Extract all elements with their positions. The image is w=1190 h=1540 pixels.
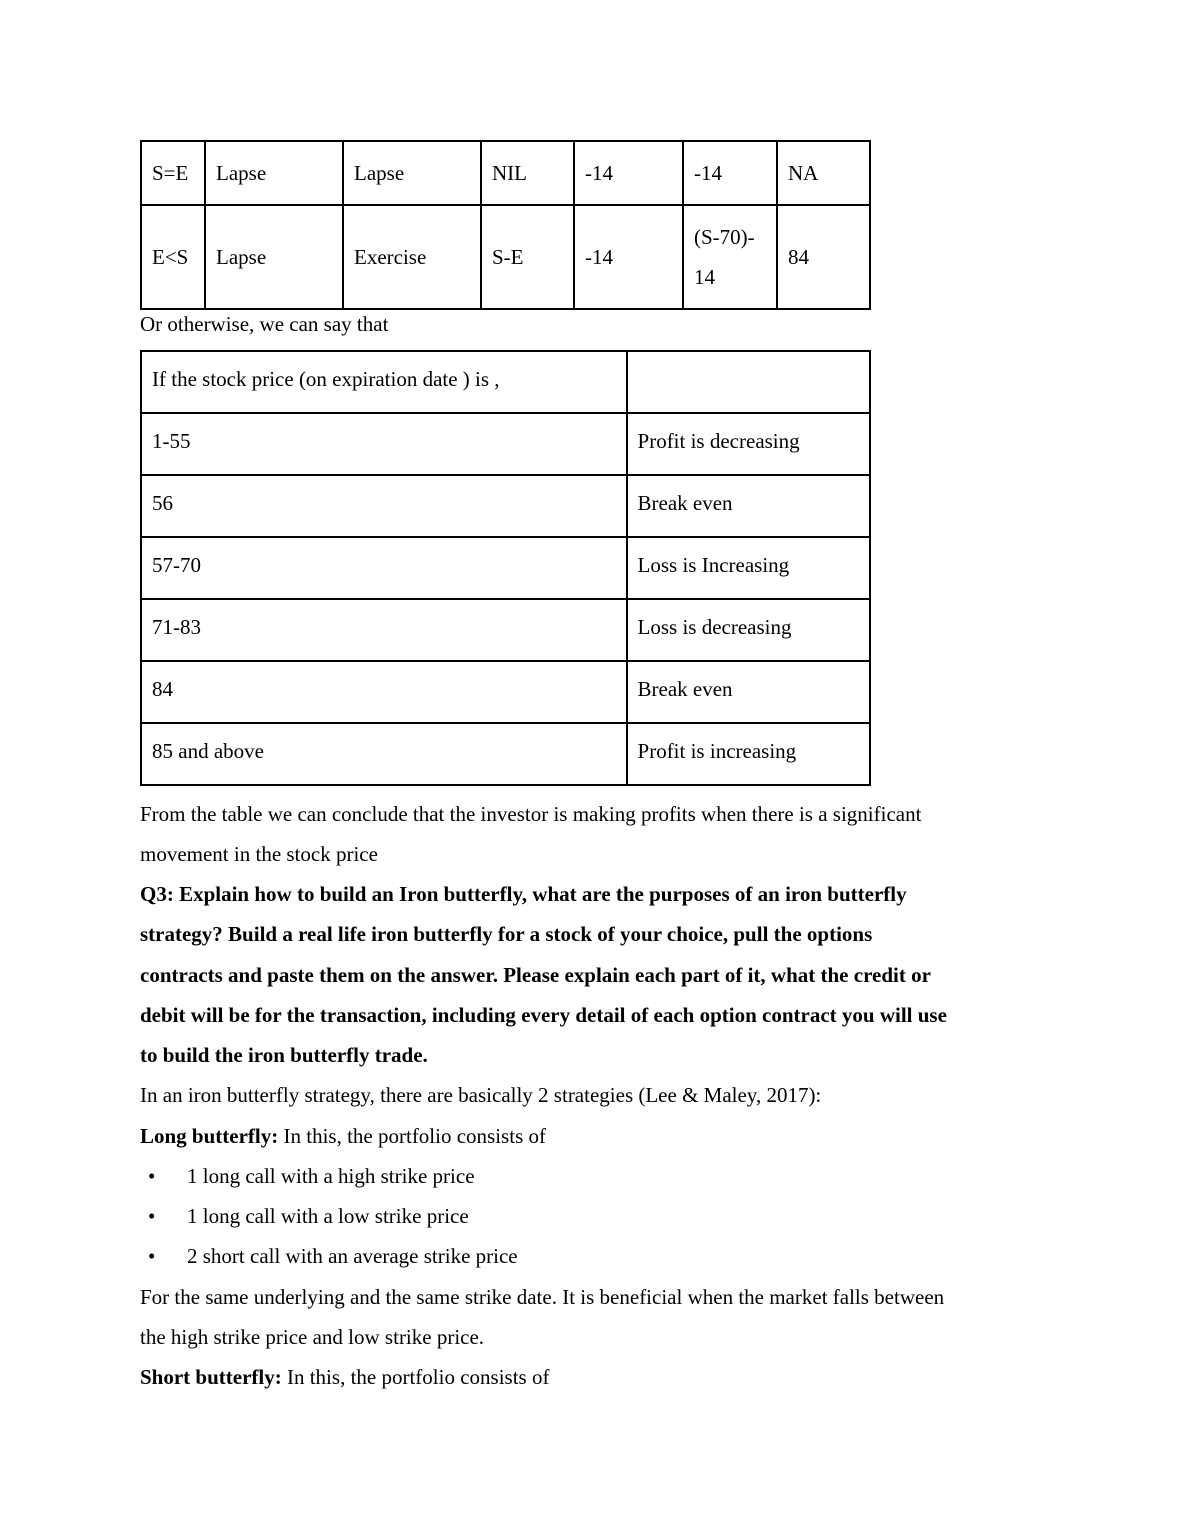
table-cell: Profit is decreasing	[627, 413, 870, 475]
table-cell: NA	[777, 141, 870, 205]
table-row	[141, 723, 870, 785]
long-butterfly-label: Long butterfly:	[140, 1124, 279, 1148]
table-cell: -14	[683, 141, 777, 205]
table-header-cell: If the stock price (on expiration date ) is ,	[141, 351, 627, 413]
short-butterfly-paragraph	[140, 1357, 1050, 1397]
conclusion-line: From the table we can conclude that the investor is making profits when there is a significant	[140, 802, 922, 826]
table-row	[141, 475, 870, 537]
table-row	[141, 661, 870, 723]
cell-line: (S-70)-	[694, 225, 755, 249]
table-cell: 84	[141, 661, 627, 723]
table-cell: -14	[574, 141, 683, 205]
table-cell: Break even	[627, 475, 870, 537]
intro-line: Or otherwise, we can say that	[140, 312, 389, 336]
table-cell: E<S	[141, 205, 205, 309]
list-item: 1 long call with a high strike price	[187, 1164, 475, 1188]
long-butterfly-paragraph	[140, 1116, 1050, 1156]
table-cell: 56	[141, 475, 627, 537]
table-row	[141, 599, 870, 661]
table-row	[141, 537, 870, 599]
table-cell: Lapse	[205, 205, 343, 309]
table-cell: Lapse	[343, 141, 481, 205]
table-cell: S=E	[141, 141, 205, 205]
table-cell: Exercise	[343, 205, 481, 309]
cell-line: 14	[694, 265, 715, 289]
table-cell: 85 and above	[141, 723, 627, 785]
strategy-intro: In an iron butterfly strategy, there are basically 2 strategies (Lee & Maley, 2017):	[140, 1083, 822, 1107]
table-cell: Lapse	[205, 141, 343, 205]
table-header-row	[141, 351, 870, 413]
payoff-table	[140, 140, 871, 310]
price-outcome-table	[140, 350, 871, 786]
table-header-cell	[627, 351, 870, 413]
short-butterfly-text: In this, the portfolio consists of	[281, 1365, 550, 1389]
question-line: debit will be for the transaction, including every detail of each option contract you will use	[140, 1003, 947, 1027]
question-line: contracts and paste them on the answer. Please explain each part of it, what the credit or	[140, 963, 931, 987]
table-cell: Profit is increasing	[627, 723, 870, 785]
table-cell: NIL	[481, 141, 574, 205]
table-cell: -14	[574, 205, 683, 309]
table-cell: 57-70	[141, 537, 627, 599]
table-row	[141, 141, 870, 205]
table-cell: 1-55	[141, 413, 627, 475]
table-row	[141, 205, 870, 309]
table-cell: S-E	[481, 205, 574, 309]
benefit-line: the high strike price and low strike price.	[140, 1325, 485, 1349]
question-line: to build the iron butterfly trade.	[140, 1043, 428, 1067]
question-line: Q3: Explain how to build an Iron butterfly, what are the purposes of an iron butterfly	[140, 882, 907, 906]
benefit-line: For the same underlying and the same strike date. It is beneficial when the market falls between	[140, 1285, 945, 1309]
table-cell	[683, 205, 777, 309]
table-row	[141, 413, 870, 475]
question-line: strategy? Build a real life iron butterfly for a stock of your choice, pull the options	[140, 922, 873, 946]
table-cell: Break even	[627, 661, 870, 723]
list-item: 2 short call with an average strike price	[187, 1244, 518, 1268]
list-item: 1 long call with a low strike price	[187, 1204, 469, 1228]
short-butterfly-label: Short butterfly:	[140, 1365, 282, 1389]
table-cell: Loss is decreasing	[627, 599, 870, 661]
bullet-icon: •	[148, 1204, 156, 1228]
bullet-icon: •	[148, 1164, 156, 1188]
long-butterfly-text: In this, the portfolio consists of	[278, 1124, 546, 1148]
table-cell: 71-83	[141, 599, 627, 661]
table-cell: Loss is Increasing	[627, 537, 870, 599]
table-cell: 84	[777, 205, 870, 309]
conclusion-line: movement in the stock price	[140, 842, 378, 866]
bullet-icon: •	[148, 1244, 156, 1268]
